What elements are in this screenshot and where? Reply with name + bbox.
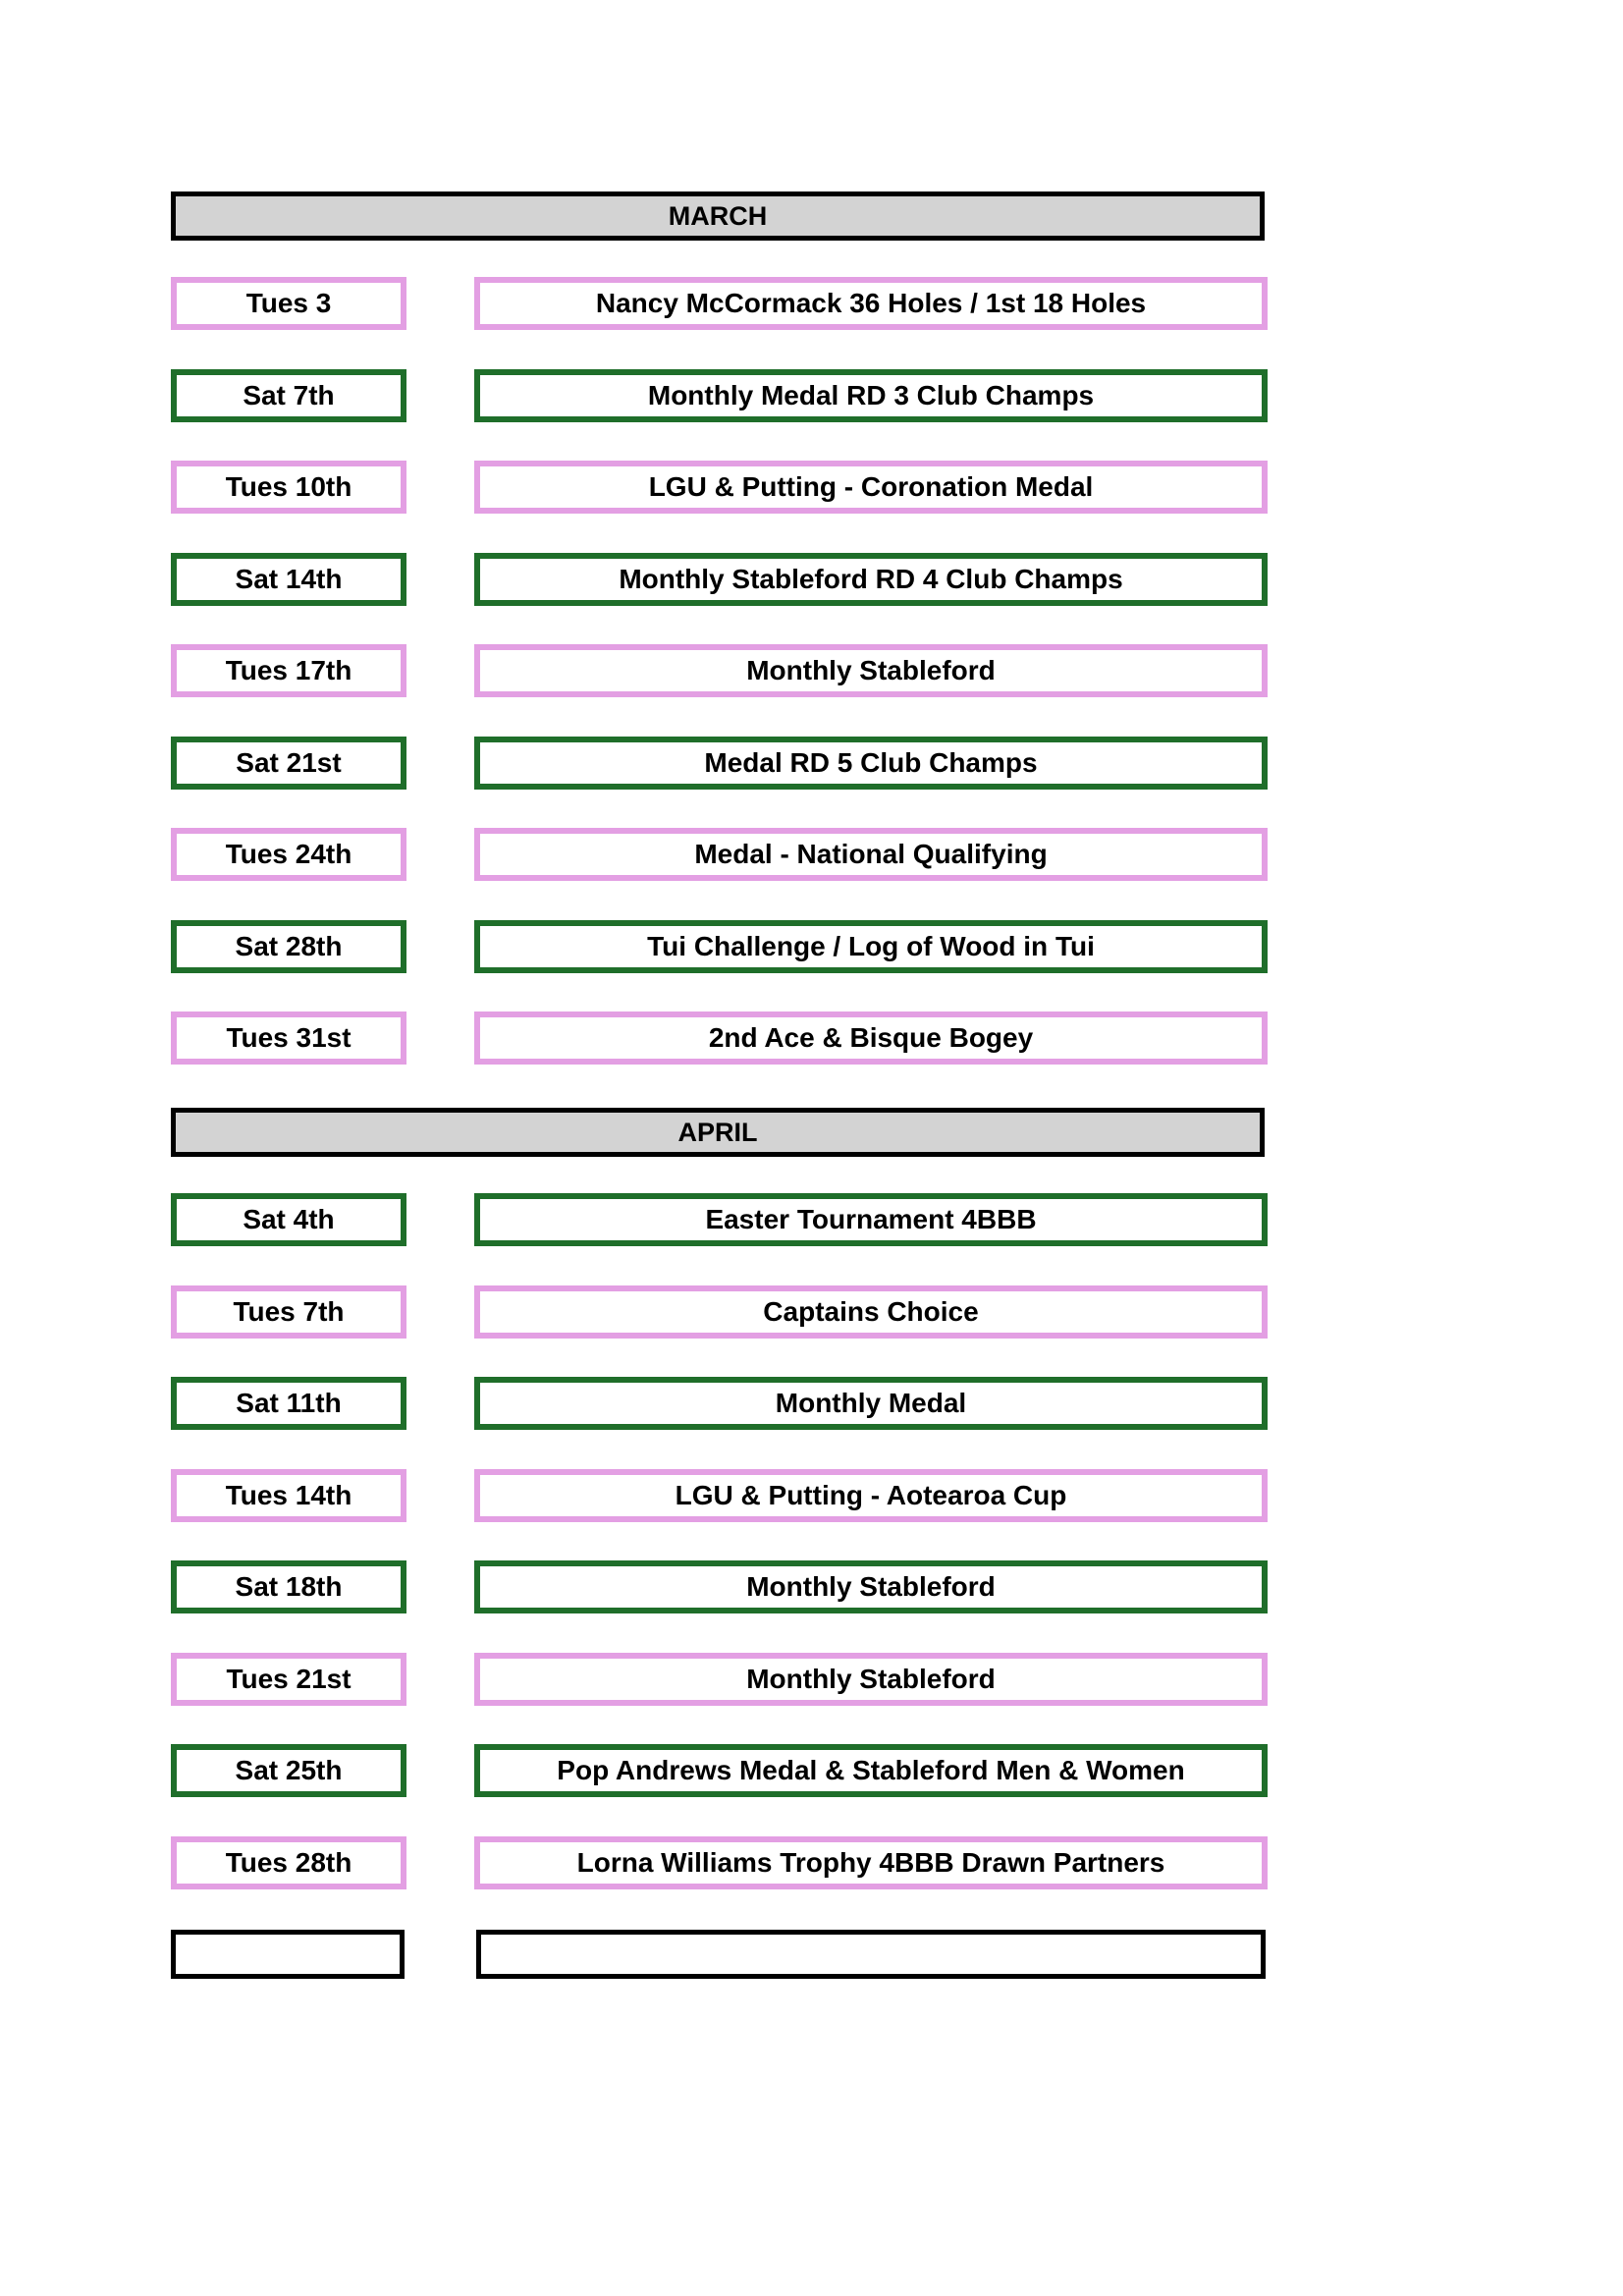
fixture-event: Lorna Williams Trophy 4BBB Drawn Partners [474,1836,1268,1889]
fixture-event: Monthly Medal [474,1377,1268,1430]
fixture-event: Monthly Stableford RD 4 Club Champs [474,553,1268,606]
fixture-event: Nancy McCormack 36 Holes / 1st 18 Holes [474,277,1268,330]
fixture-event: Tui Challenge / Log of Wood in Tui [474,920,1268,973]
fixture-event: Easter Tournament 4BBB [474,1193,1268,1246]
fixture-date: Tues 31st [171,1011,406,1065]
fixture-date: Tues 7th [171,1285,406,1339]
fixture-date: Sat 4th [171,1193,406,1246]
fixture-event: Monthly Stableford [474,1653,1268,1706]
fixture-date: Tues 10th [171,461,406,514]
fixture-event: Medal - National Qualifying [474,828,1268,881]
fixture-event: Monthly Stableford [474,644,1268,697]
empty-date-box [171,1930,405,1979]
fixture-event: Captains Choice [474,1285,1268,1339]
month-header-april: APRIL [171,1108,1265,1157]
fixture-event: Medal RD 5 Club Champs [474,737,1268,790]
fixture-date: Sat 11th [171,1377,406,1430]
fixture-date: Sat 28th [171,920,406,973]
fixture-date: Tues 24th [171,828,406,881]
fixture-date: Sat 21st [171,737,406,790]
fixture-date: Tues 14th [171,1469,406,1522]
fixture-date: Sat 7th [171,369,406,422]
fixture-date: Sat 14th [171,553,406,606]
fixture-event: 2nd Ace & Bisque Bogey [474,1011,1268,1065]
fixture-date: Sat 25th [171,1744,406,1797]
month-header-march: MARCH [171,191,1265,241]
fixture-event: Pop Andrews Medal & Stableford Men & Women [474,1744,1268,1797]
empty-event-box [476,1930,1266,1979]
fixture-date: Tues 21st [171,1653,406,1706]
fixture-event: Monthly Medal RD 3 Club Champs [474,369,1268,422]
fixture-event: LGU & Putting - Aotearoa Cup [474,1469,1268,1522]
fixture-date: Tues 28th [171,1836,406,1889]
fixture-event: Monthly Stableford [474,1560,1268,1613]
fixture-event: LGU & Putting - Coronation Medal [474,461,1268,514]
fixture-date: Tues 17th [171,644,406,697]
fixture-date: Sat 18th [171,1560,406,1613]
fixture-date: Tues 3 [171,277,406,330]
